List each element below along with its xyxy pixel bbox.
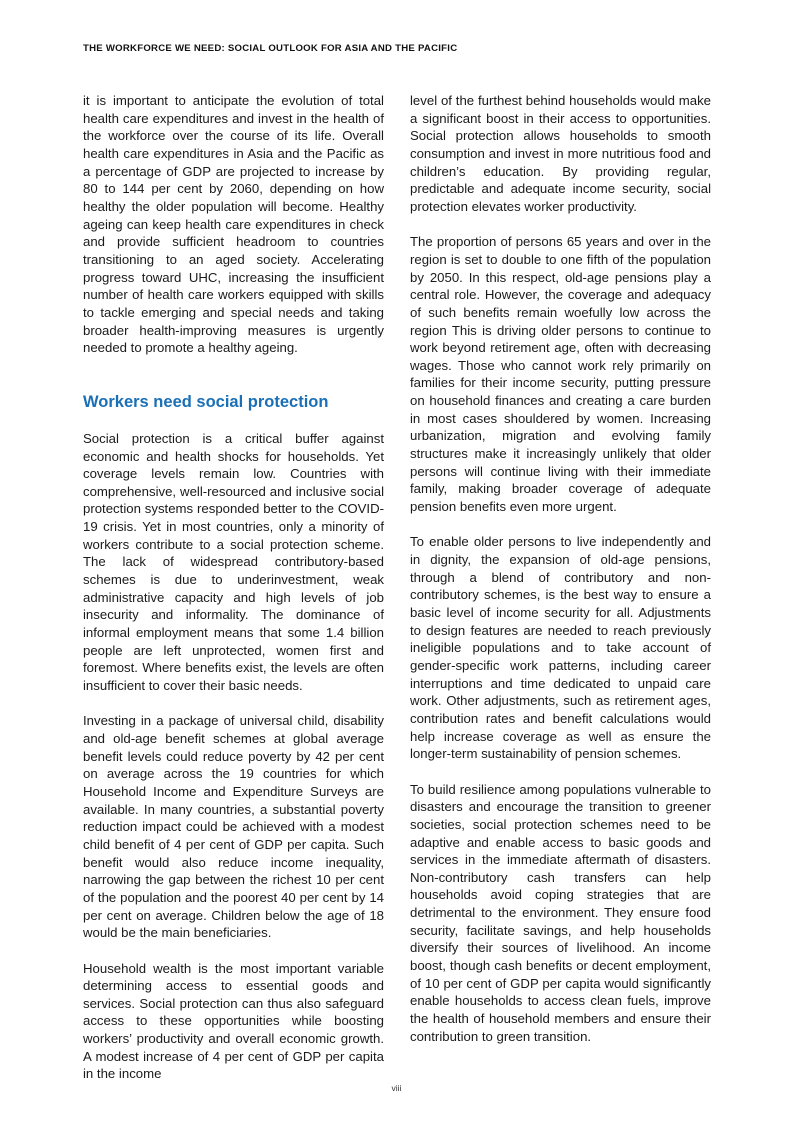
- paragraph-household-wealth: Household wealth is the most important variable determining access to essential goods and services. Social protection can thus also safeguard access to these opportunities while boosting workers’ productivity and overall economic growth. A modest increase of 4 per cent of GDP per capita in the income: [83, 960, 384, 1082]
- paragraph-older-persons-proportion: The proportion of persons 65 years and over in the region is set to double to one fifth of the population by 2050. In this respect, old-age pensions play a central role. However, the coverage and adequacy of such benefits remain woefully low across the region This is driving older persons to continue to work beyond retirement age, often with decreasing wages. Those who cannot work rely primarily on families for their income security, putting pressure on household finances and creating a care burden in most cases shouldered by women. Increasing urbanization, migration and evolving family structures make it increasingly unlikely that older persons will continue living with their immediate family, making broader coverage of adequate pension benefits even more urgent.: [410, 234, 711, 515]
- left-column: [83, 92, 384, 1083]
- right-column: [410, 92, 711, 1045]
- paragraph-health-expenditures: it is important to anticipate the evolution of total health care expenditures and invest in the health of the workforce over the course of its life. Overall health care expenditures in Asia and the Pacific as a percentage of GDP are projected to increase by 80 to 144 per cent by 2060, depending on how healthy the older population will become. Healthy ageing can keep health care expenditures in check and provide sufficient headroom to countries transitioning to an aged society. Accelerating progress toward UHC, increasing the insufficient number of health care workers equipped with skills to tackle emerging and special needs and taking broader health-improving measures is urgently needed to promote a healthy ageing.: [83, 93, 384, 356]
- section-heading: Workers need social protection: [83, 392, 329, 411]
- paragraph-resilience-disasters: To build resilience among populations vulnerable to disasters and encourage the transition to greener societies, social protection schemes need to be adaptive and enable access to basic goods and services in the immediate aftermath of disasters. Non-contributory cash transfers can help households avoid coping strategies that are detrimental to the environment. They ensure food security, facilitate savings, and help households diversify their sources of livelihood. An income boost, though cash benefits or decent employment, of 10 per cent of GDP per capita would significantly enable households to access clean fuels, improve the health of household members and ensure their contribution to green transition.: [410, 781, 711, 1044]
- paragraph-social-protection-buffer: Social protection is a critical buffer against economic and health shocks for households. Yet coverage levels remain low. Countries with comprehensive, well-resourced and inclusive social protection systems responded better to the COVID-19 crisis. Yet in most countries, only a minority of workers contribute to a social protection scheme. The lack of widespread contributory-based schemes is due to underinvestment, weak administrative capacity and high levels of job insecurity and informality. The dominance of informal employment means that some 1.4 billion people are left unprotected, women first and foremost. Where benefits exist, the levels are often insufficient to cover their basic needs.: [83, 430, 384, 694]
- page-number: viii: [391, 1083, 402, 1093]
- paragraph-investing-package: Investing in a package of universal child, disability and old-age benefit schemes at global average benefit levels could reduce poverty by 42 per cent on average across the 19 countries for which Household Income and Expenditure Surveys are available. In many countries, a substantial poverty reduction impact could be achieved with a modest child benefit of 4 per cent of GDP per capita. Such benefit would also reduce income inequality, narrowing the gap between the richest 10 per cent of the population and the poorest 40 per cent by 14 per cent on average. Children below the age of 18 would be the main beneficiaries.: [83, 713, 384, 941]
- paragraph-old-age-pensions: To enable older persons to live independently and in dignity, the expansion of old-age pensions, through a blend of contributory and non-contributory schemes, is the best way to ensure a basic level of income security for all. Adjustments to design features are needed to reach previously ineligible populations and to take account of gender-specific work patterns, including career interruptions and time dedicated to unpaid care work. Other adjustments, such as retirement ages, contribution rates and benefit calculations would help increase coverage as well as ensure the longer-term sustainability of pension schemes.: [410, 534, 711, 762]
- running-header: THE WORKFORCE WE NEED: SOCIAL OUTLOOK FOR ASIA AND THE PACIFIC: [83, 43, 458, 54]
- paragraph-furthest-behind: level of the furthest behind households would make a significant boost in their access to opportunities. Social protection allows households to smooth consumption and invest in more nutritious food and children’s education. By providing regular, predictable and adequate income security, social protection elevates worker productivity.: [410, 93, 711, 214]
